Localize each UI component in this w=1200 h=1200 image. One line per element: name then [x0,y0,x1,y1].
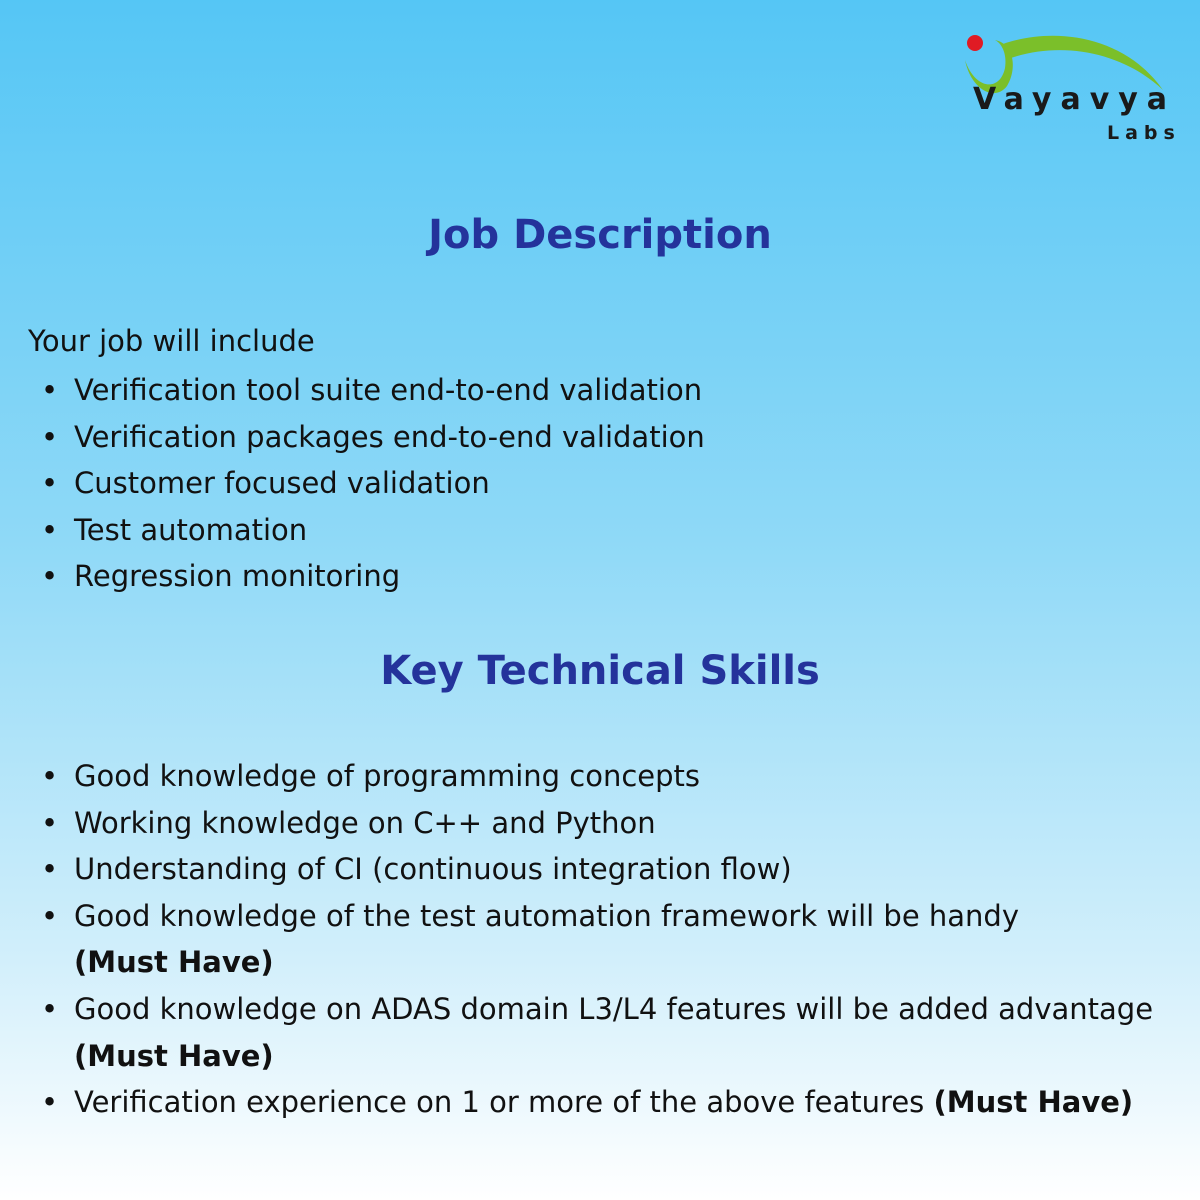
bullet-icon: • [41,1085,59,1120]
list-item-text: Verification packages end-to-end validation [74,419,705,454]
list-item [0,986,1184,1079]
must-have-tag: (Must Have) [933,1085,1134,1120]
skills-list [0,753,1184,1126]
list-item-text: Good knowledge of the test automation framework will be handy [74,898,1020,933]
bullet-icon: • [41,759,59,793]
list-item [0,367,1184,414]
logo-name: Vayavya [973,82,1177,117]
list-item-text: Customer focused validation [74,466,490,501]
bullet-icon: • [41,466,59,501]
list-item [0,460,1184,507]
bullet-icon: • [41,512,59,547]
job-intro: Your job will include [28,324,315,358]
must-have-tag: (Must Have) [74,1038,274,1073]
list-item-text: Working knowledge on C++ and Python [74,805,656,840]
list-item-text: Test automation [74,512,308,547]
job-description-heading: Job Description [428,212,772,258]
bullet-icon: • [41,419,59,454]
list-item-text: Regression monitoring [74,559,401,594]
list-item-text: Verification tool suite end-to-end validation [74,373,703,407]
list-item [0,1079,1184,1126]
bullet-icon: • [41,805,59,840]
list-item [0,753,1184,800]
bullet-icon: • [41,991,59,1026]
must-have-tag: (Must Have) [74,945,274,980]
bullet-icon: • [41,559,59,594]
job-description-list [0,367,1184,600]
bullet-icon: • [41,373,59,407]
list-item [0,414,1184,461]
list-item [0,800,1184,847]
list-item [0,507,1184,554]
list-item-text: Good knowledge of programming concepts [74,759,701,793]
skills-heading: Key Technical Skills [380,648,820,694]
list-item-text: Understanding of CI (continuous integration flow) [74,852,792,887]
bullet-icon: • [41,852,59,887]
logo-subtitle: Labs [1107,122,1181,144]
list-item-text: Verification experience on 1 or more of the above features [74,1085,925,1120]
list-item [0,893,1184,986]
list-item [0,846,1184,893]
bullet-icon: • [41,898,59,933]
company-logo [955,30,1185,150]
list-item [0,553,1184,600]
list-item-text: Good knowledge on ADAS domain L3/L4 features will be added advantage [74,991,1154,1026]
